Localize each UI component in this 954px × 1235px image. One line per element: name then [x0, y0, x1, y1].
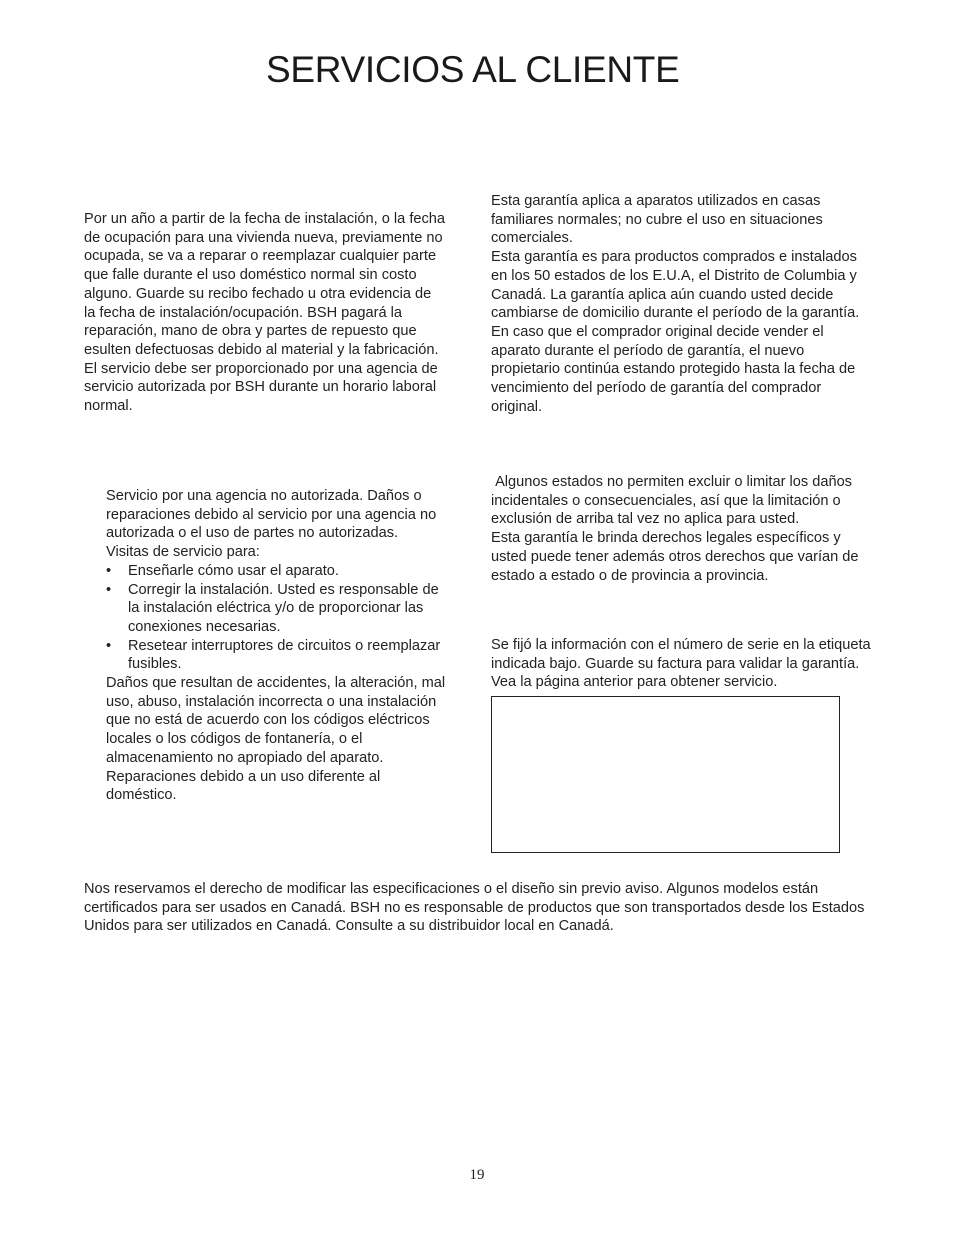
applicability-section [491, 192, 869, 416]
bullet-icon: • [106, 581, 112, 598]
page-title: SERVICIOS AL CLIENTE [266, 49, 680, 90]
footer-note-text: Nos reservamos el derecho de modificar las especificaciones o el diseño sin previo aviso. Algunos modelos están certificados para ser usados en Canadá. BSH no es responsable de productos que son transportados desde los Estados Unidos para ser utilizados en Canadá. Consulte a su distribuidor local en Canadá. [84, 881, 865, 935]
exclusion-paragraph: Daños que resultan de accidentes, la alteración, mal uso, abuso, instalación incorrecta o una instalación que no está de acuerdo con los códigos eléctricos locales o los códigos de fontanería, o el almacenamiento no apropiado del aparato. [106, 675, 446, 766]
exclusion-paragraph: Visitas de servicio para: [106, 544, 260, 561]
limitation-section [491, 473, 863, 585]
coverage-paragraph: Por un año a partir de la fecha de instalación, o la fecha de ocupación para una vivienda nueva, previamente no ocupada, se va a reparar o reemplazar cualquier parte que falle durante el uso doméstico normal sin costo alguno. Guarde su recibo fechado u otra evidencia de la fecha de instalación/ocupación. BSH pagará la reparación, mano de obra y partes de repuesto que esulten defectuosas debido al material y la fabricación. [84, 211, 446, 358]
limitation-paragraph: Esta garantía le brinda derechos legales específicos y usted puede tener además otros derechos que varían de estado a estado o de provincia a provincia. [491, 530, 859, 584]
exclusions-section [106, 487, 446, 805]
coverage-paragraph: El servicio debe ser proporcionado por una agencia de servicio autorizada por BSH durante un horario laboral normal. [84, 360, 438, 415]
bullet-icon: • [106, 562, 112, 579]
limitation-paragraph: Algunos estados no permiten excluir o limitar los daños incidentales o consecuenciales, así que la limitación o exclusión de arriba tal vez no aplica para usted. [491, 474, 857, 528]
serial-label-box [491, 696, 840, 853]
list-item-text: Enseñarle cómo usar el aparato. [128, 562, 339, 579]
service-visit-list [106, 562, 446, 674]
coverage-section [84, 210, 446, 416]
applicability-paragraph: Esta garantía es para productos comprados e instalados en los 50 estados de los E.U.A, el Distrito de Columbia y Canadá. La garantía aplica aún cuando usted decide cambiarse de domicilio durante el período de la garantía. En caso que el comprador original decide vender el aparato durante el período de garantía, el nuevo propietario continúa estando protegido hasta la fecha de vencimiento del período de garantía del comprador original. [491, 249, 860, 415]
list-item [106, 637, 446, 674]
page-number: 19 [469, 1167, 485, 1183]
list-item-text: Resetear interruptores de circuitos o reemplazar fusibles. [128, 637, 441, 673]
serial-info-paragraph: Se fijó la información con el número de serie en la etiqueta indicada bajo. Guarde su factura para validar la garantía. Vea la página anterior para obtener servicio. [491, 637, 871, 691]
bullet-icon: • [106, 637, 112, 654]
serial-info-section [491, 636, 871, 692]
footer-note [84, 880, 870, 936]
list-item [106, 562, 446, 581]
applicability-paragraph: Esta garantía aplica a aparatos utilizados en casas familiares normales; no cubre el uso en situaciones comerciales. [491, 193, 823, 247]
list-item [106, 581, 446, 637]
exclusion-paragraph: Reparaciones debido a un uso diferente al doméstico. [106, 768, 381, 804]
exclusion-paragraph: Servicio por una agencia no autorizada. Daños o reparaciones debido al servicio por una agencia no autorizada o el uso de partes no autorizadas. [106, 488, 437, 542]
list-item-text: Corregir la instalación. Usted es responsable de la instalación eléctrica y/o de proporcionar las conexiones necesarias. [128, 581, 439, 635]
